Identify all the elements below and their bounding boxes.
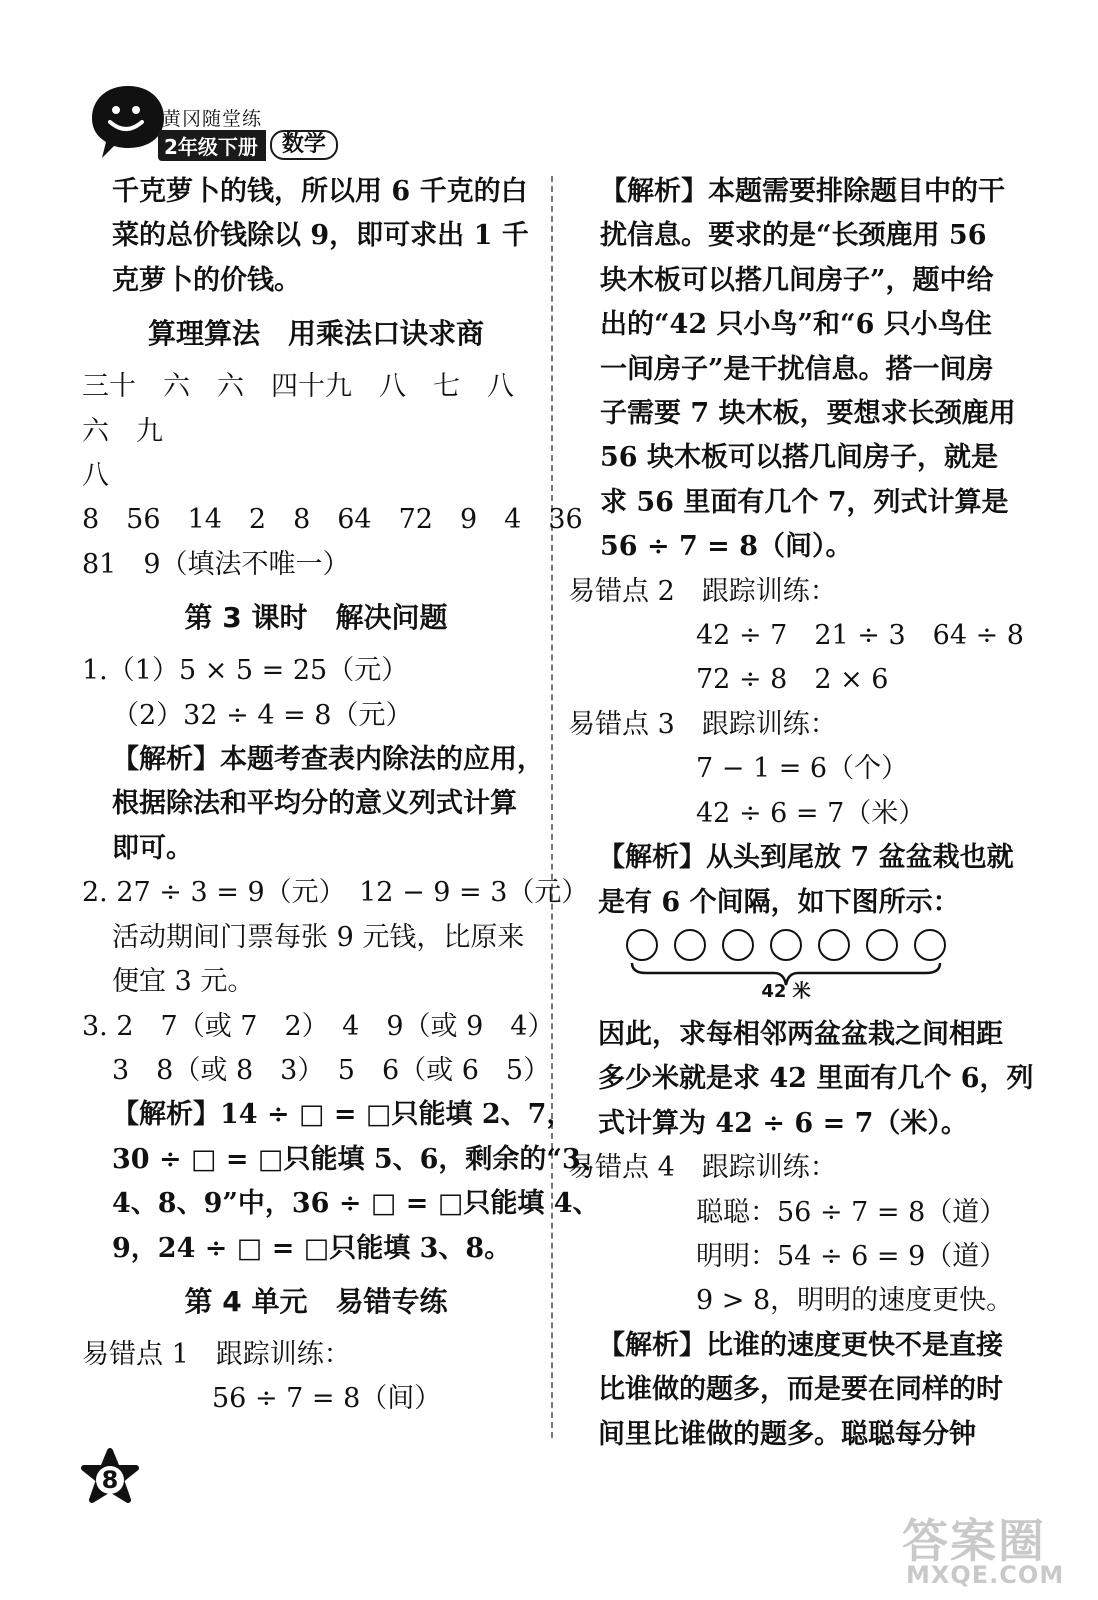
q3-explanation: 30 ÷ □ = □只能填 5、6，剩余的“3、 — [112, 1143, 608, 1175]
grade-label: 2年级下册 — [158, 130, 266, 161]
e1-explanation: 【解析】本题需要排除题目中的干 — [600, 176, 1005, 207]
e4-explanation: 比谁做的题多，而是要在同样的时 — [598, 1374, 1003, 1406]
q2-line: 2. 27 ÷ 3 = 9（元） 12 − 9 = 3（元） — [82, 877, 589, 909]
e1-explanation: 求 56 里面有几个 7，列式计算是 — [600, 486, 1009, 518]
e3-explanation: 是有 6 个间隔，如下图所示： — [598, 886, 960, 918]
error-point-2-title: 易错点 2 跟踪训练： — [568, 575, 837, 607]
diagram-length-label: 42 米 — [761, 980, 811, 1002]
grade-subject-bar — [158, 130, 338, 160]
pot-circle — [914, 929, 946, 961]
page-number: 8 — [101, 1466, 119, 1494]
section-title-suanli: 算理算法 用乘法口诀求商 — [147, 317, 484, 351]
smiley-logo-icon — [88, 82, 168, 162]
q3-explanation: 【解析】14 ÷ □ = □只能填 2、7， — [112, 1099, 574, 1131]
error-point-3-answer: 42 ÷ 6 = 7（米） — [696, 797, 926, 829]
e1-explanation: 子需要 7 块木板，要想求长颈鹿用 — [600, 398, 1016, 430]
error-point-1-title: 易错点 1 跟踪训练： — [82, 1338, 351, 1370]
error-point-2-answer: 42 ÷ 7 21 ÷ 3 64 ÷ 8 — [696, 620, 1024, 652]
pot-circle — [866, 929, 898, 961]
q3-line: 3 8（或 8 3） 5 6（或 6 5） — [112, 1054, 551, 1086]
error-point-4-answer: 9 > 8，明明的速度更快。 — [696, 1285, 1014, 1317]
q3-line: 3. 2 7（或 7 2） 4 9（或 9 4） — [82, 1010, 555, 1042]
q1-line: 1.（1）5 × 5 = 25（元） — [82, 655, 409, 687]
e3-explanation-2: 多少米就是求 42 里面有几个 6，列 — [598, 1063, 1034, 1095]
intro-line: 菜的总价钱除以 9，即可求出 1 千 — [112, 220, 529, 252]
q3-explanation: 9，24 ÷ □ = □只能填 3、8。 — [112, 1232, 512, 1264]
answer-line: 三十 六 六 四十九 八 七 八 — [82, 371, 514, 403]
e4-explanation: 间里比谁做的题多。聪聪每分钟 — [598, 1418, 976, 1450]
e4-explanation: 【解析】比谁的速度更快不是直接 — [598, 1329, 1003, 1361]
subject-label: 数学 — [270, 130, 338, 160]
q2-line: 便宜 3 元。 — [112, 966, 255, 998]
q1-explanation: 根据除法和平均分的意义列式计算 — [112, 788, 517, 820]
pot-circle — [722, 929, 754, 961]
pot-circle — [770, 929, 802, 961]
watermark — [902, 1505, 1065, 1595]
q2-line: 活动期间门票每张 9 元钱，比原来 — [112, 921, 525, 953]
error-point-4-answer: 聪聪：56 ÷ 7 = 8（道） — [696, 1196, 1007, 1228]
unit-title: 第 4 单元 易错专练 — [184, 1284, 448, 1318]
column-divider — [551, 176, 553, 1438]
q1-explanation: 【解析】本题考查表内除法的应用， — [112, 744, 544, 776]
e3-explanation-2: 因此，求每相邻两盆盆栽之间相距 — [598, 1018, 1003, 1050]
e1-explanation: 56 块木板可以搭几间房子，就是 — [600, 442, 998, 474]
q1-line: （2）32 ÷ 4 = 8（元） — [112, 699, 413, 731]
answer-line: 六 九 — [82, 415, 163, 447]
pot-circle — [818, 929, 850, 961]
error-point-3-answer: 7 − 1 = 6（个） — [696, 753, 909, 785]
error-point-3-title: 易错点 3 跟踪训练： — [568, 708, 837, 740]
e3-explanation: 【解析】从头到尾放 7 盆盆栽也就 — [598, 842, 1014, 874]
pot-circle — [626, 929, 658, 961]
pot-circle — [674, 929, 706, 961]
error-point-1-answer: 56 ÷ 7 = 8（间） — [212, 1383, 442, 1415]
watermark-text: 答案圈 — [902, 1514, 1046, 1568]
q1-explanation: 即可。 — [112, 832, 193, 864]
e1-explanation: 56 ÷ 7 = 8（间）。 — [600, 531, 853, 563]
e1-explanation: 出的“42 只小鸟”和“6 只小鸟住 — [600, 309, 992, 341]
lesson-title: 第 3 课时 解决问题 — [184, 601, 448, 635]
intro-line: 克萝卜的价钱。 — [112, 264, 301, 296]
intro-line: 千克萝卜的钱，所以用 6 千克的白 — [112, 176, 528, 207]
pot-interval-diagram — [568, 925, 1048, 1013]
e1-explanation: 扰信息。要求的是“长颈鹿用 56 — [600, 220, 987, 252]
error-point-4-title: 易错点 4 跟踪训练： — [568, 1152, 837, 1184]
left-column — [82, 170, 608, 1422]
right-column — [568, 170, 1048, 1457]
answer-line: 81 9（填法不唯一） — [82, 548, 350, 580]
e1-explanation: 块木板可以搭几间房子”，题中给 — [600, 264, 994, 296]
e1-explanation: 一间房子”是干扰信息。搭一间房 — [600, 353, 994, 385]
header — [88, 82, 388, 162]
answer-line: 8 56 14 2 8 64 72 9 4 36 — [82, 504, 583, 536]
error-point-2-answer: 72 ÷ 8 2 × 6 — [696, 664, 889, 696]
error-point-4-answer: 明明：54 ÷ 6 = 9（道） — [696, 1240, 1007, 1272]
q3-explanation: 4、8、9”中，36 ÷ □ = □只能填 4、 — [112, 1188, 600, 1220]
e3-explanation-2: 式计算为 42 ÷ 6 = 7（米）。 — [598, 1107, 968, 1139]
answer-line: 八 — [82, 460, 109, 492]
watermark-url: MXQE.COM — [906, 1561, 1065, 1589]
brand-name: 黄冈随堂练 — [162, 108, 263, 130]
